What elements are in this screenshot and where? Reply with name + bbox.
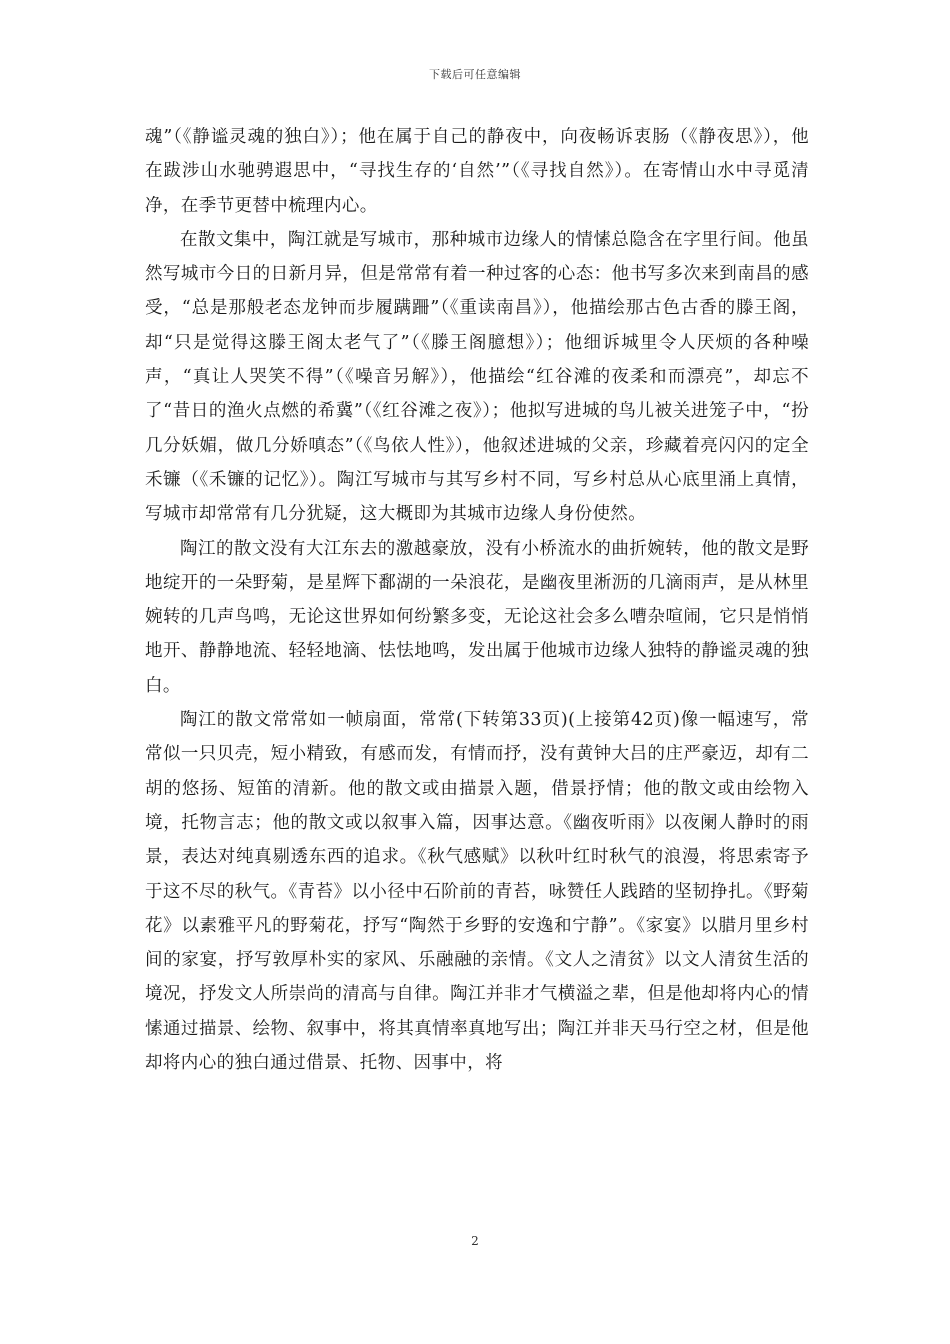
paragraph-3: 陶江的散文没有大江东去的激越豪放，没有小桥流水的曲折婉转，他的散文是野地绽开的一朵野菊，是星辉下鄱湖的一朵浪花，是幽夜里淅沥的几滴雨声，是从林里婉转的几声鸟鸣，无论这世界如何纷繁多变，无论这社会多么嘈杂喧闹，它只是悄悄地开、静静地流、轻轻地滴、怯怯地鸣，发出属于他城市边缘人独特的静谧灵魂的独白。 <box>145 538 809 696</box>
page-number: 2 <box>471 1234 479 1248</box>
paragraph-2: 在散文集中，陶江就是写城市，那种城市边缘人的情愫总隐含在字里行间。他虽然写城市今日的日新月异，但是常常有着一种过客的心态：他书写多次来到南昌的感受，“总是那般老态龙钟而步履蹒跚”（《重读南昌》），他描绘那古色古香的滕王阁，却“只是觉得这滕王阁太老气了”（《滕王阁臆想》）；他细诉城里令人厌烦的各种噪声，“真让人哭笑不得”（《噪音另解》），他描绘“红谷滩的夜柔和而漂亮”，却忘不了“昔日的渔火点燃的希冀”（《红谷滩之夜》）；他拟写进城的鸟儿被关进笼子中，“扮几分妖媚，做几分娇嗔态”（《鸟依人性》），他叙述进城的父亲，珍藏着亮闪闪的定全禾镰（《禾镰的记忆》）。陶江写城市与其写乡村不同，写乡村总从心底里涌上真情，写城市却常常有几分犹疑，这大概即为其城市边缘人身份使然。 <box>145 229 809 525</box>
page-header: 下载后可任意编辑 <box>429 68 521 81</box>
paragraph-4: 陶江的散文常常如一帧扇面，常常(下转第33页)(上接第42页)像一幅速写，常常似一只贝壳，短小精致，有感而发，有情而抒，没有黄钟大吕的庄严豪迈，却有二胡的悠扬、短笛的清新。他的散文或由描景入题，借景抒情；他的散文或由绘物入境，托物言志；他的散文或以叙事入篇，因事达意。《幽夜听雨》以夜阑人静时的雨景，表达对纯真剔透东西的追求。《秋气感赋》以秋叶红时秋气的浪漫，将思索寄予于这不尽的秋气。《青苔》以小径中石阶前的青苔，咏赞任人践踏的坚韧挣扎。《野菊花》以素雅平凡的野菊花，抒写“陶然于乡野的安逸和宁静”。《家宴》以腊月里乡村间的家宴，抒写敦厚朴实的家风、乐融融的亲情。《文人之清贫》以文人清贫生活的境况，抒发文人所崇尚的清高与自律。陶江并非才气横溢之辈，但是他却将内心的情愫通过描景、绘物、叙事中，将其真情率真地写出；陶江并非天马行空之材，但是他却将内心的独白通过借景、托物、因事中，将 <box>145 710 809 1074</box>
document-body <box>145 120 809 1080</box>
paragraph-1: 魂”（《静谧灵魂的独白》）；他在属于自己的静夜中，向夜畅诉衷肠（《静夜思》），他在跋涉山水驰骋遐思中，“寻找生存的‘自然’”（《寻找自然》）。在寄情山水中寻觅清净，在季节更替中梳理内心。 <box>145 127 809 216</box>
